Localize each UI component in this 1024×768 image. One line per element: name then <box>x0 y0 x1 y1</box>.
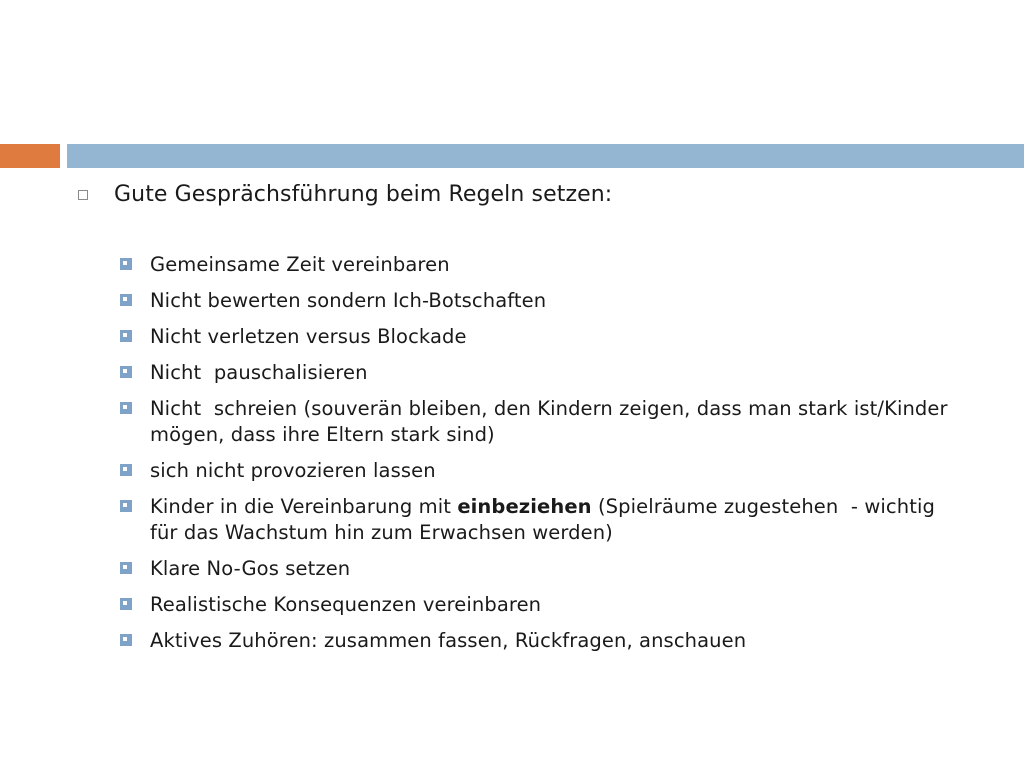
main-bullet-item <box>78 180 978 210</box>
list-item-text-after: (Spielräume zugestehen - wichtig für das Wachstum hin zum Erwachsen werden) <box>150 495 942 544</box>
list-item-text: Nicht verletzen versus Blockade <box>150 325 467 348</box>
hollow-square-bullet-icon <box>78 190 88 200</box>
accent-bar-blue <box>67 144 1024 168</box>
main-bullet-text: Gute Gesprächsführung beim Regeln setzen: <box>114 182 613 207</box>
list-item-text: Realistische Konsequenzen vereinbaren <box>150 593 542 616</box>
list-item <box>120 324 978 350</box>
list-item-text: Gemeinsame Zeit vereinbaren <box>150 253 450 276</box>
list-item-text <box>150 494 950 546</box>
square-bullet-icon <box>120 294 132 306</box>
square-bullet-icon <box>120 598 132 610</box>
list-item-text: Nicht bewerten sondern Ich-Botschaften <box>150 289 547 312</box>
square-bullet-icon <box>120 464 132 476</box>
list-item-text: Klare No-Gos setzen <box>150 557 351 580</box>
list-item-text: Nicht pauschalisieren <box>150 361 368 384</box>
list-item <box>120 360 978 386</box>
list-item <box>120 592 978 618</box>
square-bullet-icon <box>120 258 132 270</box>
square-bullet-icon <box>120 634 132 646</box>
list-item-text-before: Kinder in die Vereinbarung mit <box>150 495 458 518</box>
list-item <box>120 288 978 314</box>
list-item <box>120 628 978 654</box>
header-accent-bar <box>0 144 1024 168</box>
sub-bullet-list <box>120 252 978 654</box>
square-bullet-icon <box>120 366 132 378</box>
list-item-text-bold: einbeziehen <box>457 495 592 518</box>
square-bullet-icon <box>120 402 132 414</box>
slide-content <box>78 180 978 664</box>
square-bullet-icon <box>120 330 132 342</box>
list-item <box>120 556 978 582</box>
list-item <box>120 494 978 546</box>
list-item <box>120 396 978 448</box>
list-item <box>120 458 978 484</box>
square-bullet-icon <box>120 562 132 574</box>
list-item-text: Nicht schreien (souverän bleiben, den Kindern zeigen, dass man stark ist/Kinder mögen, dass ihre Eltern stark sind) <box>150 397 954 446</box>
list-item <box>120 252 978 278</box>
square-bullet-icon <box>120 500 132 512</box>
list-item-text: Aktives Zuhören: zusammen fassen, Rückfragen, anschauen <box>150 629 747 652</box>
list-item-text: sich nicht provozieren lassen <box>150 459 436 482</box>
accent-bar-orange <box>0 144 60 168</box>
